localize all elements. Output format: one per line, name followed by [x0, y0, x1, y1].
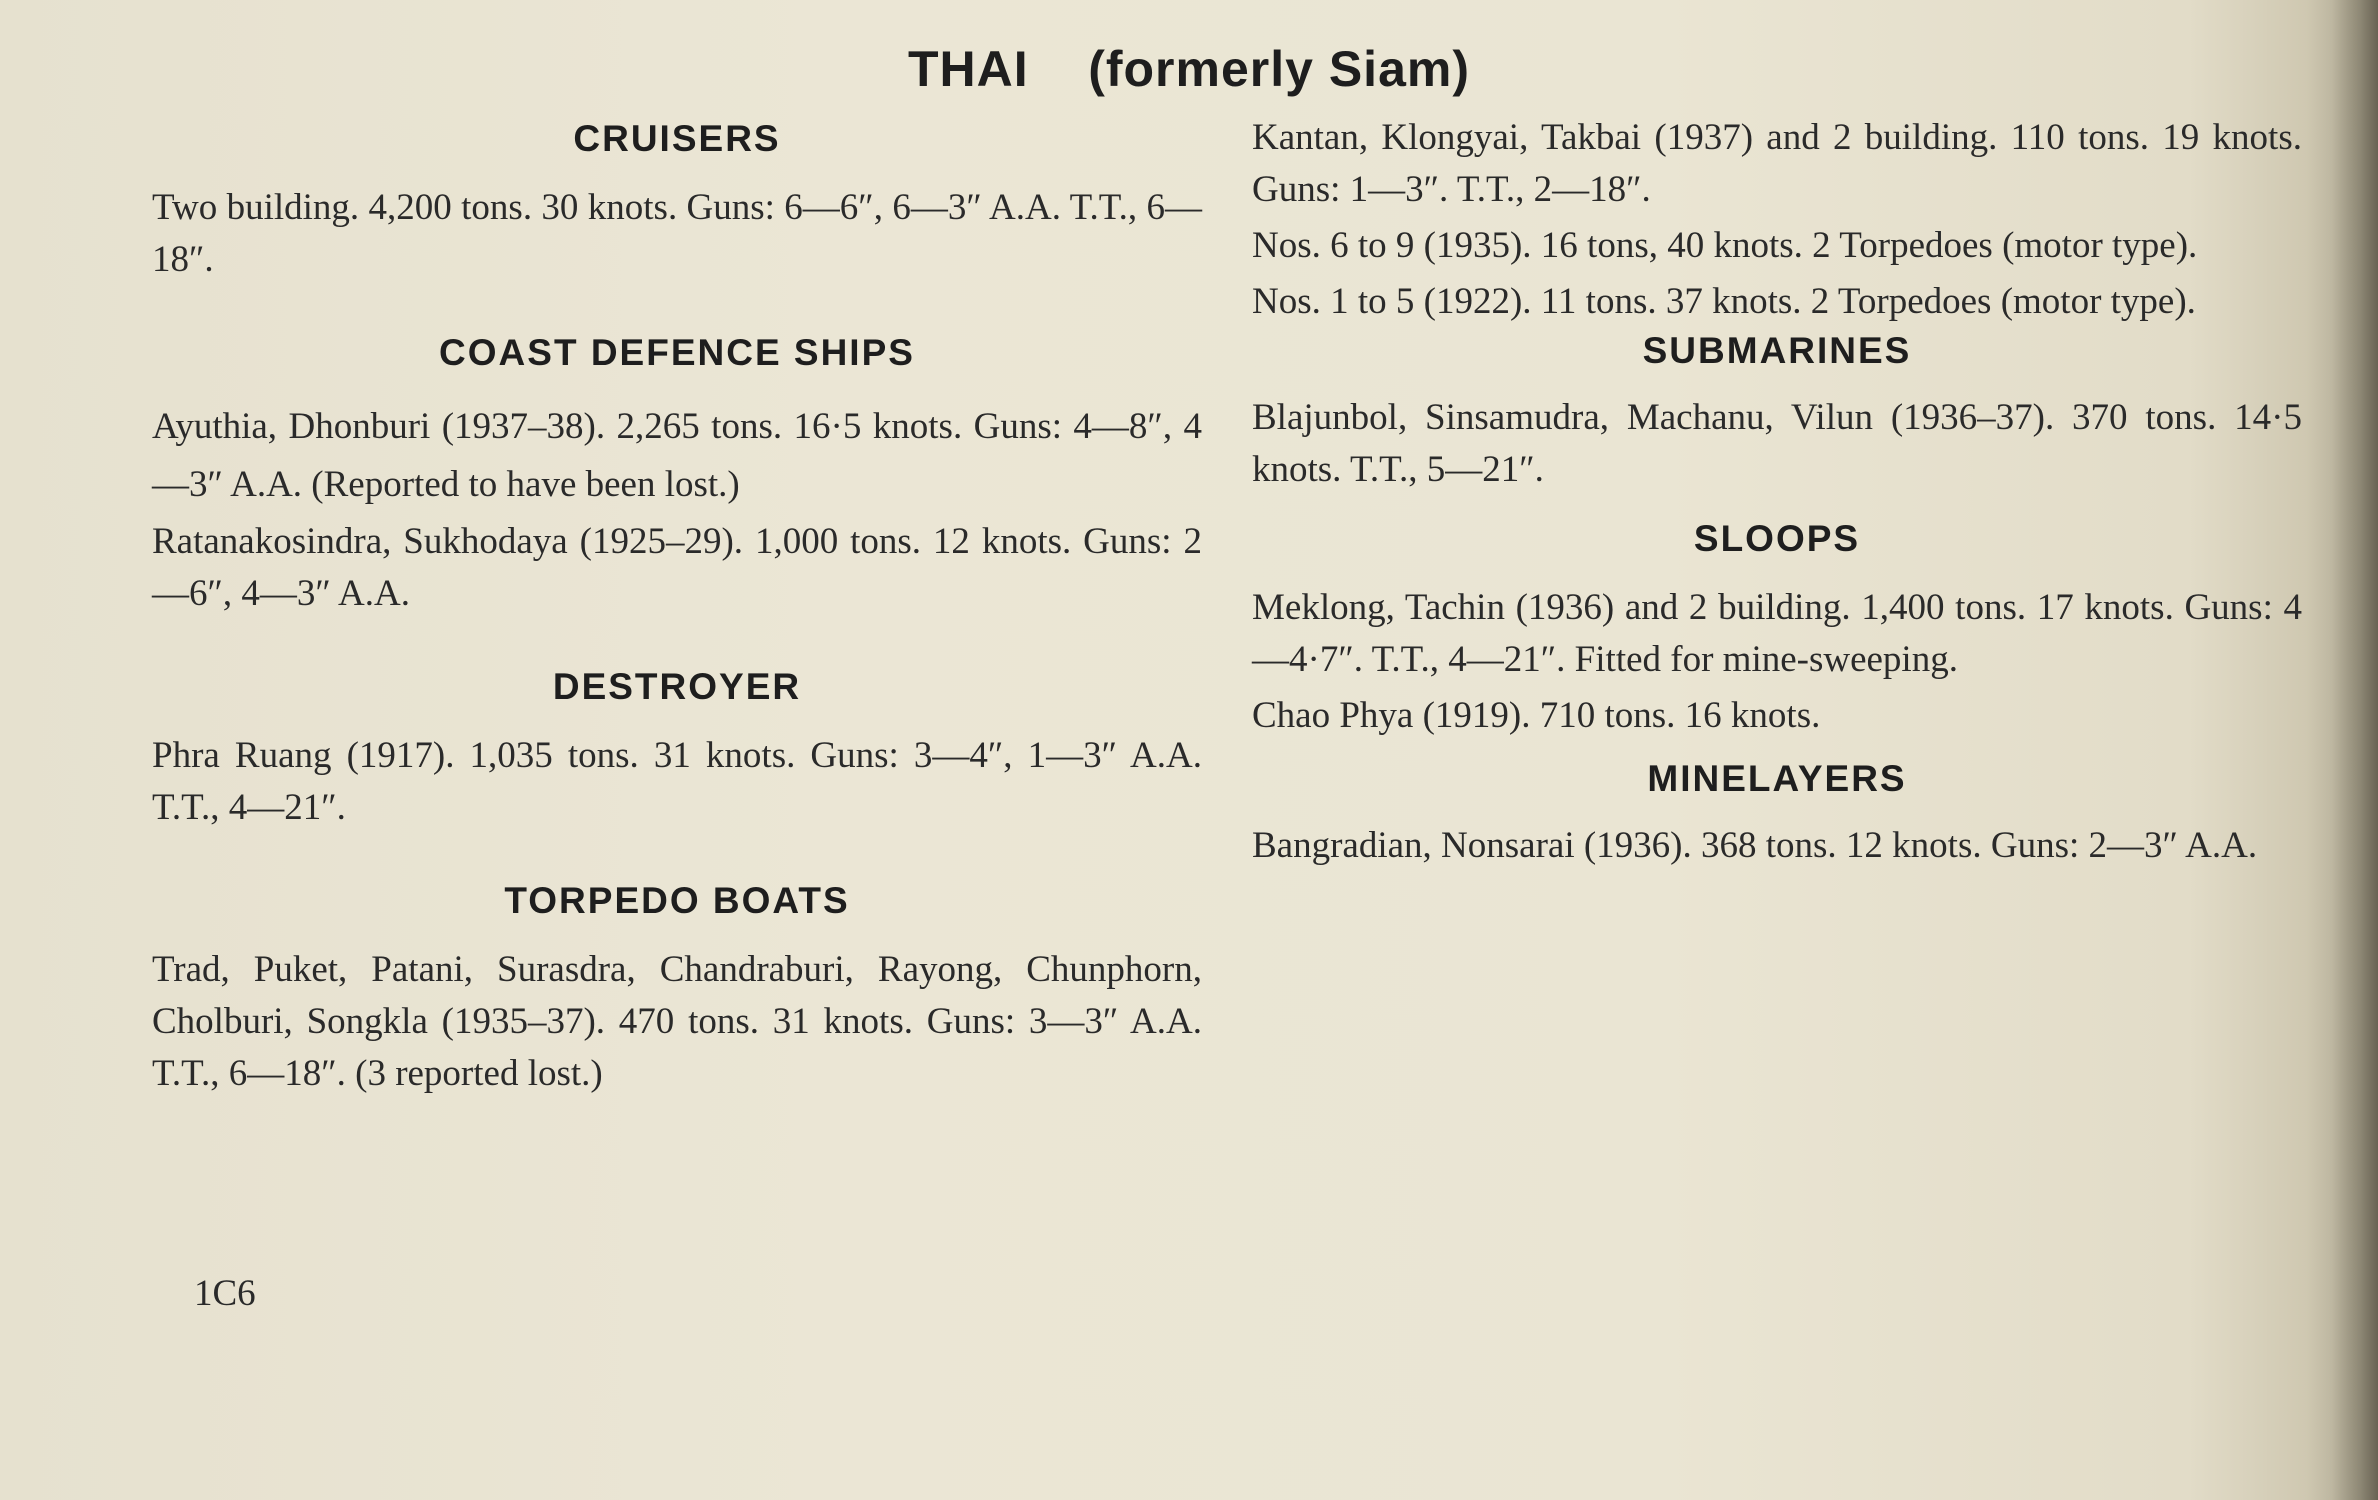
heading-destroyer: DESTROYER: [552, 666, 802, 707]
entry-torpedo-boats-trad: Trad, Puket, Patani, Surasdra, Chandraburi, Rayong, Chunphorn, Cholburi, Songkla (1935–37). 470 tons. 31 knots. Guns: 3—3″ A.A. T.T., 6—18″. (3 reported lost.): [152, 949, 1202, 1094]
right-column: [1252, 112, 2302, 872]
entry-kantan-klongyai-takbai: Kantan, Klongyai, Takbai (1937) and 2 building. 110 tons. 19 knots. Guns: 1—3″. T.T., 2—18″.: [1252, 117, 2302, 210]
heading-sloops: SLOOPS: [1693, 518, 1861, 559]
left-column: [152, 110, 1202, 1100]
heading-coast-defence-ships: COAST DEFENCE SHIPS: [439, 332, 915, 373]
entry-meklong-tachin: Meklong, Tachin (1936) and 2 building. 1,400 tons. 17 knots. Guns: 4—4·7″. T.T., 4—21″. Fitted for mine-sweeping.: [1252, 587, 2302, 680]
entry-bangradian-nonsarai: Bangradian, Nonsarai (1936). 368 tons. 12 knots. Guns: 2—3″ A.A.: [1252, 825, 2258, 866]
page-title: THAI (formerly Siam): [908, 41, 1470, 97]
entry-phra-ruang: Phra Ruang (1917). 1,035 tons. 31 knots. Guns: 3—4″, 1—3″ A.A. T.T., 4—21″.: [152, 735, 1202, 828]
entry-cruisers: Two building. 4,200 tons. 30 knots. Guns: 6—6″, 6—3″ A.A. T.T., 6—18″.: [152, 187, 1202, 280]
heading-cruisers: CRUISERS: [573, 118, 781, 159]
page-number: 1C6: [194, 1273, 256, 1314]
page-edge-shadow: [2332, 0, 2378, 1500]
heading-torpedo-boats: TORPEDO BOATS: [504, 880, 850, 921]
entry-submarines: Blajunbol, Sinsamudra, Machanu, Vilun (1936–37). 370 tons. 14·5 knots. T.T., 5—21″.: [1252, 397, 2302, 490]
entry-nos-1-to-5: Nos. 1 to 5 (1922). 11 tons. 37 knots. 2 Torpedoes (motor type).: [1252, 281, 2196, 322]
entry-ratanakosindra-sukhodaya: Ratanakosindra, Sukhodaya (1925–29). 1,000 tons. 12 knots. Guns: 2—6″, 4—3″ A.A.: [152, 521, 1202, 614]
entry-nos-6-to-9: Nos. 6 to 9 (1935). 16 tons, 40 knots. 2 Torpedoes (motor type).: [1252, 225, 2198, 266]
entry-chao-phya: Chao Phya (1919). 710 tons. 16 knots.: [1252, 695, 1821, 736]
heading-minelayers: MINELAYERS: [1647, 758, 1907, 799]
heading-submarines: SUBMARINES: [1642, 330, 1912, 371]
entry-ayuthia-dhonburi: Ayuthia, Dhonburi (1937–38). 2,265 tons. 16·5 knots. Guns: 4—8″, 4—3″ A.A. (Reported to have been lost.): [152, 406, 1202, 505]
